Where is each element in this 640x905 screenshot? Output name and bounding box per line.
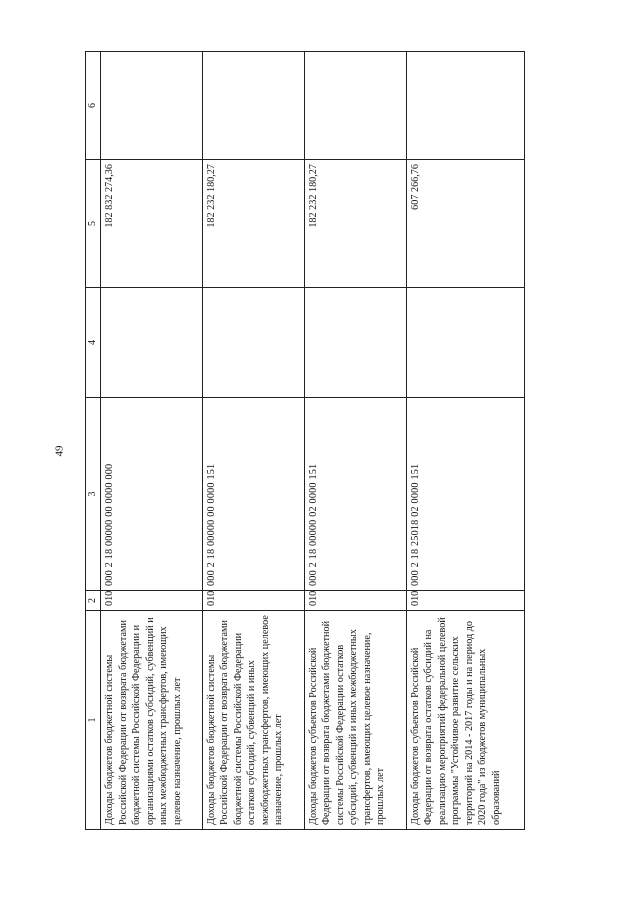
row-col6: [202, 52, 304, 160]
row-name: Доходы бюджетов бюджетной системы Российской Федерации от возврата бюджетами бюджетной системы Российской Федерации и организациями остатков субсидий, субвенций и иных межбюджетных трансфертов, имеющих целевое назначение, прошлых лет: [101, 611, 203, 830]
row-col4: [202, 288, 304, 398]
row-code3: 000 2 18 00000 02 0000 151: [304, 398, 406, 591]
row-code2: 010: [304, 591, 406, 611]
header-cell-5: 5: [86, 160, 101, 288]
row-name: Доходы бюджетов субъектов Российской Федерации от возврата остатков субсидий на реализацию мероприятий федеральной целевой программы "Устойчивое развитие сельских территорий на 2014 - 2017 годы и на период до 2020 года" из бюджетов муниципальных образований: [406, 611, 524, 830]
table-row: [406, 52, 524, 830]
row-col6: [304, 52, 406, 160]
header-cell-1: 1: [86, 611, 101, 830]
header-cell-2: 2: [86, 591, 101, 611]
row-name: Доходы бюджетов бюджетной системы Российской Федерации от возврата бюджетами бюджетной системы Российской Федерации остатков субсидий, субвенций и иных межбюджетных трансфертов, имеющих целевое назначение, прошлых лет: [202, 611, 304, 830]
table-row: [202, 52, 304, 830]
row-col4: [304, 288, 406, 398]
row-code2: 010: [101, 591, 203, 611]
row-name: Доходы бюджетов субъектов Российской Федерации от возврата бюджетами бюджетной системы Российской Федерации остатков субсидий, субвенций и иных межбюджетных трансфертов, имеющих целевое назначение, прошлых лет: [304, 611, 406, 830]
table-wrapper: [85, 52, 525, 830]
row-code3: 000 2 18 00000 00 0000 000: [101, 398, 203, 591]
rotated-table-area: [85, 52, 525, 830]
row-col6: [101, 52, 203, 160]
table-row: [101, 52, 203, 830]
table-row: [304, 52, 406, 830]
header-cell-4: 4: [86, 288, 101, 398]
row-col5: 182 832 274,36: [101, 160, 203, 288]
table-header-row: [86, 52, 101, 830]
row-col4: [101, 288, 203, 398]
header-cell-6: 6: [86, 52, 101, 160]
row-col5: 182 232 180,27: [304, 160, 406, 288]
budget-table: [85, 51, 525, 830]
row-col6: [406, 52, 524, 160]
row-code3: 000 2 18 00000 00 0000 151: [202, 398, 304, 591]
row-col5: 607 266,76: [406, 160, 524, 288]
row-col5: 182 232 180,27: [202, 160, 304, 288]
row-code3: 000 2 18 25018 02 0000 151: [406, 398, 524, 591]
row-code2: 010: [406, 591, 524, 611]
row-col4: [406, 288, 524, 398]
row-code2: 010: [202, 591, 304, 611]
page-number: 49: [53, 445, 66, 457]
header-cell-3: 3: [86, 398, 101, 591]
